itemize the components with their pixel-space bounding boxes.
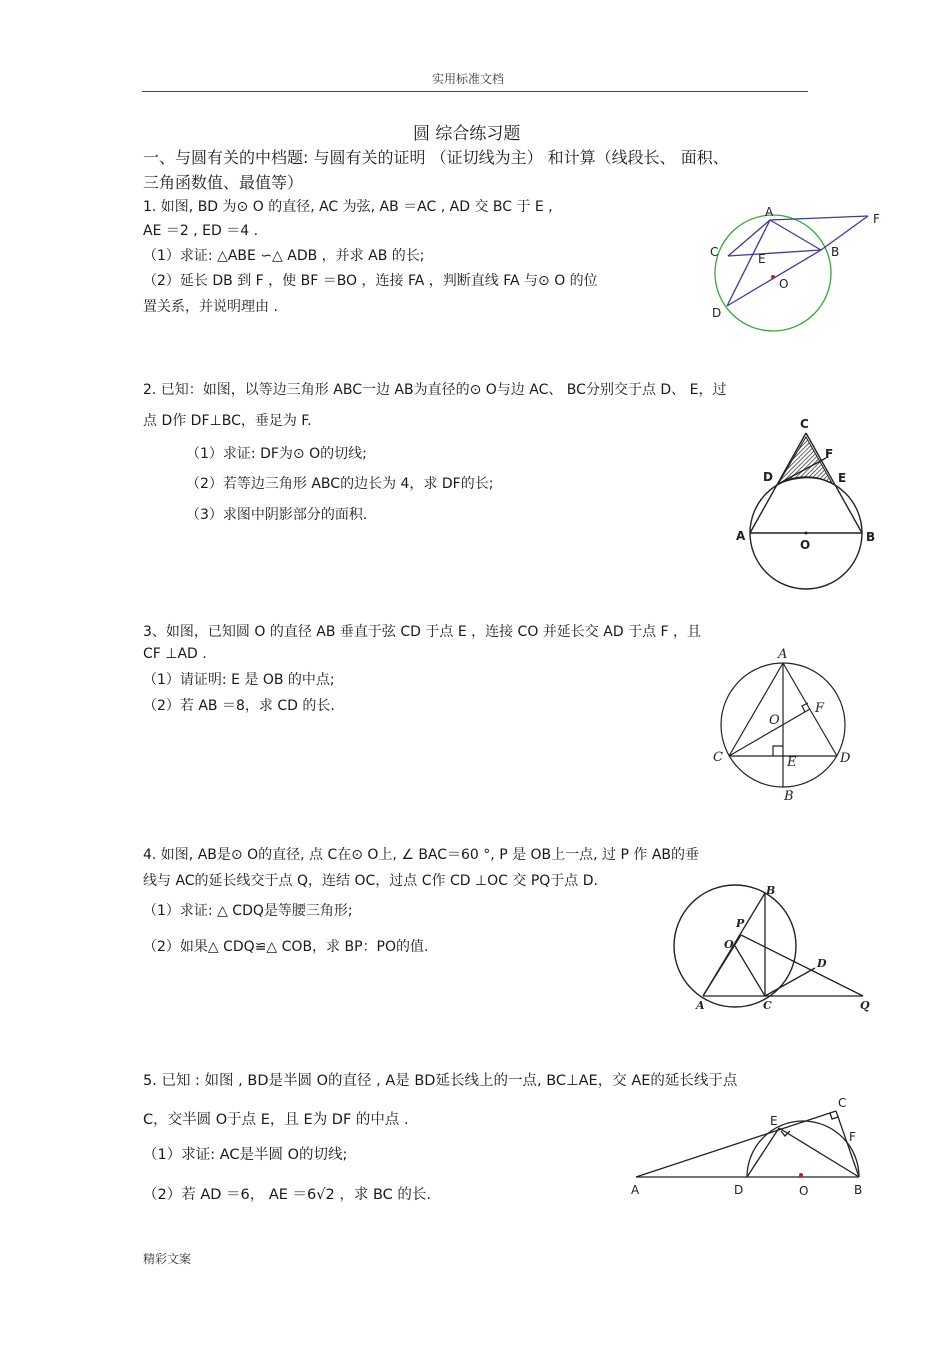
label-C: C: [713, 750, 723, 765]
label-O: O: [800, 538, 811, 552]
label-A: A: [631, 1183, 640, 1197]
label-D: D: [734, 1183, 744, 1197]
label-C: C: [763, 999, 772, 1012]
label-A: A: [736, 529, 746, 543]
problem-5-line: （1）求证: AC是半圆 O的切线;: [143, 1147, 348, 1163]
problem-4-line: （2）如果△ CDQ≌△ COB，求 BP：PO的值.: [143, 939, 429, 955]
label-C: C: [710, 245, 719, 259]
label-C: C: [800, 417, 809, 431]
problem-2-line: 2. 已知：如图，以等边三角形 ABC一边 AB为直径的⊙ O与边 AC、 BC分别交于点 D、 E，过: [143, 382, 727, 398]
problem-1-line: AE ＝2 , ED ＝4 .: [143, 223, 259, 239]
problem-3-line: （2）若 AB ＝8，求 CD 的长.: [143, 698, 335, 714]
label-O: O: [724, 938, 734, 951]
problem-2-line: （1）求证: DF为⊙ O的切线;: [186, 446, 367, 462]
problem-1-line: （1）求证: △ABE ∽△ ADB ，并求 AB 的长;: [143, 248, 425, 264]
label-E: E: [787, 755, 797, 770]
label-O: O: [799, 1184, 809, 1198]
section-heading-line1: 一、与圆有关的中档题: 与圆有关的证明 （证切线为主） 和计算（线段长、 面积、: [143, 148, 729, 167]
label-D: D: [840, 751, 851, 766]
label-B: B: [766, 884, 776, 897]
label-B: B: [831, 245, 840, 259]
problem-3-line: 3、如图，已知圆 O 的直径 AB 垂直于弦 CD 于点 E ，连接 CO 并延长交 AD 于点 F ，且: [143, 624, 702, 640]
label-B: B: [784, 789, 794, 804]
label-E: E: [838, 471, 847, 485]
label-F: F: [815, 701, 825, 716]
problem-1-line: （2）延长 DB 到 F ，使 BF ＝BO ，连接 FA ，判断直线 FA 与⊙ O 的位: [143, 273, 598, 289]
problem-4-line: 线与 AC的延长线交于点 Q，连结 OC，过点 C作 CD ⊥OC 交 PQ于点 D.: [143, 873, 598, 889]
label-B: B: [866, 530, 876, 544]
problem-2-line: 点 D作 DF⊥BC，垂足为 F.: [143, 413, 312, 429]
label-A: A: [696, 999, 705, 1012]
label-B: B: [854, 1183, 863, 1197]
page-footer: 精彩文案: [143, 1252, 192, 1266]
label-E: E: [770, 1114, 778, 1128]
label-O: O: [779, 277, 789, 291]
label-P: P: [736, 917, 745, 930]
label-F: F: [825, 447, 834, 461]
label-D: D: [763, 470, 773, 484]
label-O: O: [769, 713, 780, 728]
section-heading-line2: 三角函数值、最值等）: [143, 173, 304, 192]
problem-3-line: CF ⊥AD .: [143, 646, 207, 662]
label-F: F: [873, 212, 880, 226]
problem-3-line: （1）请证明: E 是 OB 的中点;: [143, 672, 335, 688]
problem-5-line: （2）若 AD ＝6， AE ＝6√2 ，求 BC 的长.: [143, 1187, 431, 1203]
problem-1-line: 置关系，并说明理由 .: [143, 299, 278, 315]
problem-5-line: C，交半圆 O于点 E，且 E为 DF 的中点 .: [143, 1112, 409, 1128]
label-F: F: [849, 1130, 856, 1144]
page-title: 圆 综合练习题: [413, 124, 521, 144]
problem-4-line: 4. 如图, AB是⊙ O的直径, 点 C在⊙ O上, ∠ BAC＝60 °, P 是 OB上一点, 过 P 作 AB的垂: [143, 847, 700, 863]
label-Q: Q: [860, 999, 870, 1012]
label-D: D: [817, 957, 827, 970]
page-header: 实用标准文档: [432, 72, 505, 86]
label-A: A: [778, 647, 788, 662]
problem-2-line: （2）若等边三角形 ABC的边长为 4，求 DF的长;: [186, 476, 494, 492]
problem-2-line: （3）求图中阴影部分的面积.: [186, 507, 368, 523]
label-D: D: [712, 306, 722, 320]
problem-5-line: 5. 已知 : 如图 , BD是半圆 O的直径 , A是 BD延长线上的一点, BC⊥AE，交 AE的延长线于点: [143, 1073, 738, 1089]
label-A: A: [765, 205, 774, 219]
label-C: C: [838, 1096, 847, 1110]
problem-1-line: 1. 如图, BD 为⊙ O 的直径, AC 为弦, AB ＝AC , AD 交 BC 于 E ,: [143, 199, 553, 215]
problem-4-line: （1）求证: △ CDQ是等腰三角形;: [143, 903, 353, 919]
label-E: E: [758, 252, 766, 266]
